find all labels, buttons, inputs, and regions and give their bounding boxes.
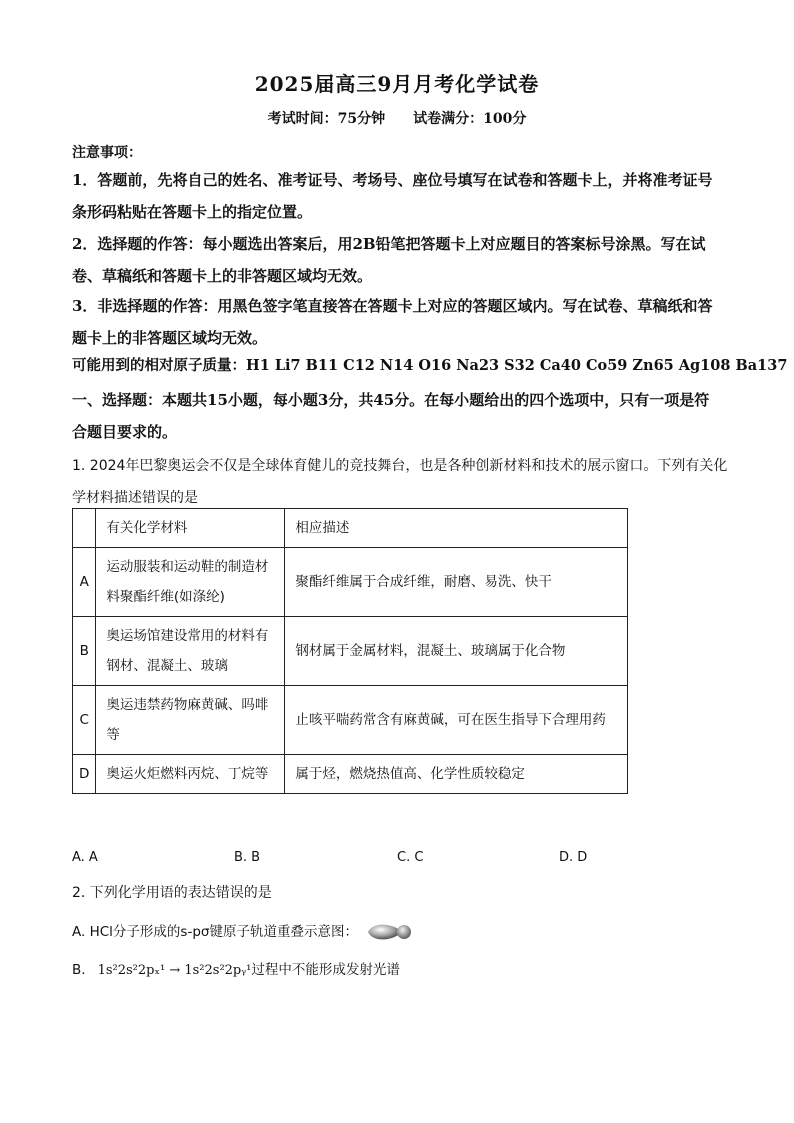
table-header-cell (73, 509, 96, 548)
exam-title: 2025届高三9月月考化学试卷 (254, 72, 540, 96)
notice-item-2: 2．选择题的作答：每小题选出答案后，用2B铅笔把答题卡上对应题目的答案标号涂黑。写在试卷、草稿纸和答题卡上的非答题区域均无效。 (72, 235, 706, 285)
question-2-option-b[interactable] (72, 958, 400, 978)
row-material: 运动服装和运动鞋的制造材料聚酯纤维(如涤纶) (96, 548, 285, 617)
row-desc: 钢材属于金属材料，混凝土、玻璃属于化合物 (285, 617, 628, 686)
row-key: D (73, 755, 96, 794)
option-b-tail: 过程中不能形成发射光谱 (251, 962, 400, 978)
question-2-option-a[interactable] (72, 920, 414, 943)
choice-d[interactable]: D. D (559, 850, 588, 865)
orbital-overlap-icon (366, 921, 414, 943)
row-desc: 止咳平喘药常含有麻黄碱，可在医生指导下合理用药 (285, 686, 628, 755)
table-row (73, 755, 628, 794)
row-key: A (73, 548, 96, 617)
table-header-cell: 有关化学材料 (96, 509, 285, 548)
atomic-masses: 可能用到的相对原子质量：H1 Li7 B11 C12 N14 O16 Na23 S32 Ca40 Co59 Zn65 Ag108 Ba137 (72, 357, 788, 374)
question-2-stem: 2. 下列化学用语的表达错误的是 (72, 885, 272, 901)
row-key: B (73, 617, 96, 686)
row-key: C (73, 686, 96, 755)
notice-item-1: 1．答题前，先将自己的姓名、准考证号、考场号、座位号填写在试卷和答题卡上，并将准考证号条形码粘贴在答题卡上的指定位置。 (72, 171, 713, 221)
choice-c[interactable]: C. C (397, 850, 424, 865)
row-desc: 聚酯纤维属于合成纤维，耐磨、易洗、快干 (285, 548, 628, 617)
exam-subtitle (72, 108, 722, 128)
row-material: 奥运场馆建设常用的材料有钢材、混凝土、玻璃 (96, 617, 285, 686)
table-header-cell: 相应描述 (285, 509, 628, 548)
table-row (73, 548, 628, 617)
table-row (73, 686, 628, 755)
materials-table (72, 508, 628, 794)
electron-config: 1s²2s²2pₓ¹ → 1s²2s²2pᵧ¹ (97, 963, 252, 978)
question-1-stem: 1. 2024年巴黎奥运会不仅是全球体育健儿的竞技舞台，也是各种创新材料和技术的展示窗口。下列有关化学材料描述错误的是 (72, 458, 728, 506)
choice-a[interactable]: A. A (72, 850, 98, 865)
table-header-row (73, 509, 628, 548)
row-material: 奥运违禁药物麻黄碱、吗啡等 (96, 686, 285, 755)
choice-b[interactable]: B. B (234, 850, 261, 865)
notice-item-3: 3．非选择题的作答：用黑色签字笔直接答在答题卡上对应的答题区域内。写在试卷、草稿纸和答题卡上的非答题区域均无效。 (72, 297, 713, 347)
exam-score: 试卷满分：100分 (413, 111, 527, 127)
option-a-text: A. HCl分子形成的s-pσ键原子轨道重叠示意图： (72, 924, 358, 940)
row-desc: 属于烃，燃烧热值高、化学性质较稳定 (285, 755, 628, 794)
option-b-label: B. (72, 962, 86, 978)
row-material: 奥运火炬燃料丙烷、丁烷等 (96, 755, 285, 794)
section-heading: 一、选择题：本题共15小题，每小题3分，共45分。在每小题给出的四个选项中，只有一项是符合题目要求的。 (72, 391, 710, 441)
notice-heading: 注意事项： (72, 145, 142, 161)
table-row (73, 617, 628, 686)
exam-time: 考试时间：75分钟 (267, 111, 386, 127)
